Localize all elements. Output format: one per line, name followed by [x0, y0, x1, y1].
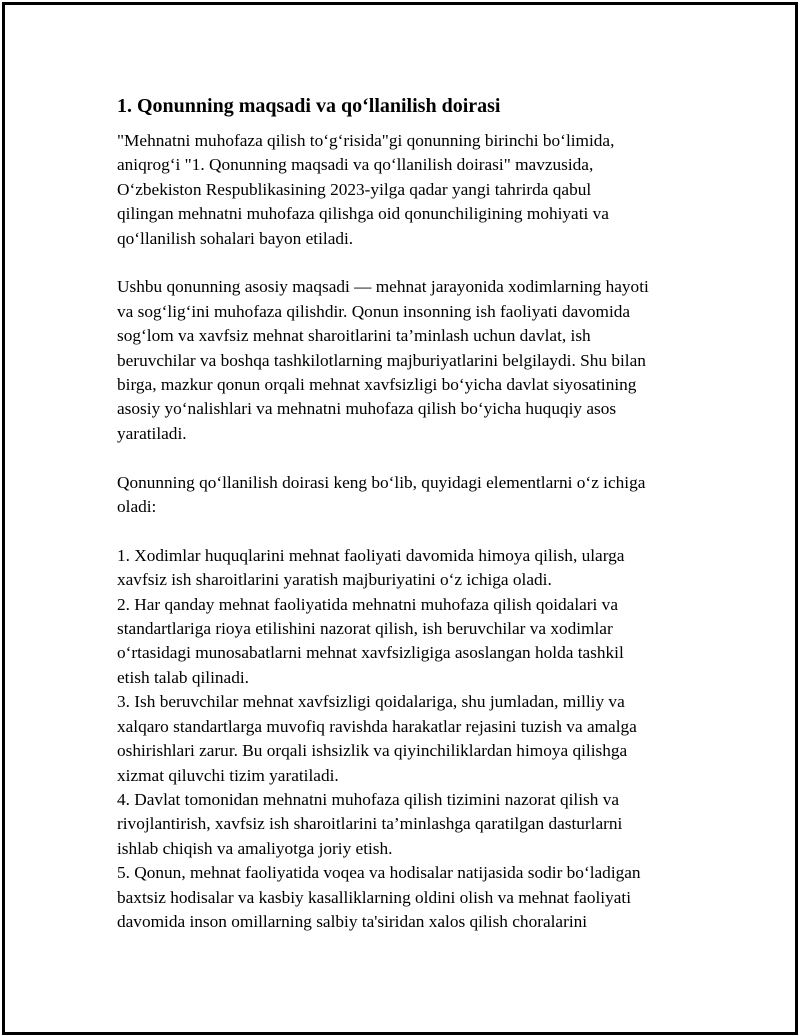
document-content — [117, 93, 707, 934]
scope-intro-paragraph: Qonunning qo‘llanilish doirasi keng bo‘lib, quyidagi elementlarni o‘z ichiga oladi: — [117, 472, 646, 517]
paragraph-gap — [117, 251, 707, 275]
intro-paragraph: "Mehnatni muhofaza qilish to‘g‘risida"gi qonunning birinchi bo‘limida, aniqrog‘i "1. Qonunning maqsadi va qo‘llanilish doirasi" mavzusida, O‘zbekiston Respublikasining 2023-yilga qadar yangi tahrirda qabul qilingan mehnatni muhofaza qilishga oid qonunchiligining mohiyati va qo‘llanilish sohalari bayon etiladi. — [117, 131, 615, 248]
list-item: 3. Ish beruvchilar mehnat xavfsizligi qoidalariga, shu jumladan, milliy va xalqaro standartlarga muvofiq ravishda harakatlar rejasini tuzish va amalga oshirishlari zarur. Bu orqali ishsizlik va qiyinchiliklardan himoya qilishga xizmat qiluvchi tizim yaratiladi. — [117, 692, 637, 785]
list-item: 5. Qonun, mehnat faoliyatida voqea va hodisalar natijasida sodir bo‘ladigan baxtsiz hodisalar va kasbiy kasalliklarning oldini olish va mehnat faoliyati davomida inson omillarning salbiy ta'siridan xalos qilish choralarini — [117, 863, 641, 931]
section-heading: 1. Qonunning maqsadi va qo‘llanilish doirasi — [117, 95, 501, 117]
list-item: 4. Davlat tomonidan mehnatni muhofaza qilish tizimini nazorat qilish va rivojlantirish, xavfsiz ish sharoitlarini ta’minlashga qaratilgan dasturlarni ishlab chiqish va amaliyotga joriy etish. — [117, 789, 623, 858]
paragraph-gap — [117, 519, 707, 543]
list-item: 2. Har qanday mehnat faoliyatida mehnatni muhofaza qilish qoidalari va standartlariga rioya etilishini nazorat qilish, ish beruvchilar va xodimlar o‘rtasidagi munosabatlarni mehnat xavfsizligiga asoslangan holda tashkil etish talab qilinadi. — [117, 594, 624, 687]
purpose-paragraph: Ushbu qonunning asosiy maqsadi — mehnat jarayonida xodimlarning hayoti va sog‘lig‘ini muhofaza qilishdir. Qonun insonning ish faoliyati davomida sog‘lom va xavfsiz mehnat sharoitlarini ta’minlash uchun davlat, ish beruvchilar va boshqa tashkilotlarning majburiyatlarini belgilaydi. Shu bilan birga, mazkur qonun orqali mehnat xavfsizligi bo‘yicha davlat siyosatining asosiy yo‘nalishlari va mehnatni muhofaza qilish bo‘yicha huquqiy asos yaratiladi. — [117, 277, 649, 443]
list-item: 1. Xodimlar huquqlarini mehnat faoliyati davomida himoya qilish, ularga xavfsiz ish sharoitlarini yaratish majburiyatini o‘z ichiga oladi. — [117, 545, 625, 590]
scope-list — [117, 544, 707, 935]
paragraph-gap — [117, 446, 707, 470]
